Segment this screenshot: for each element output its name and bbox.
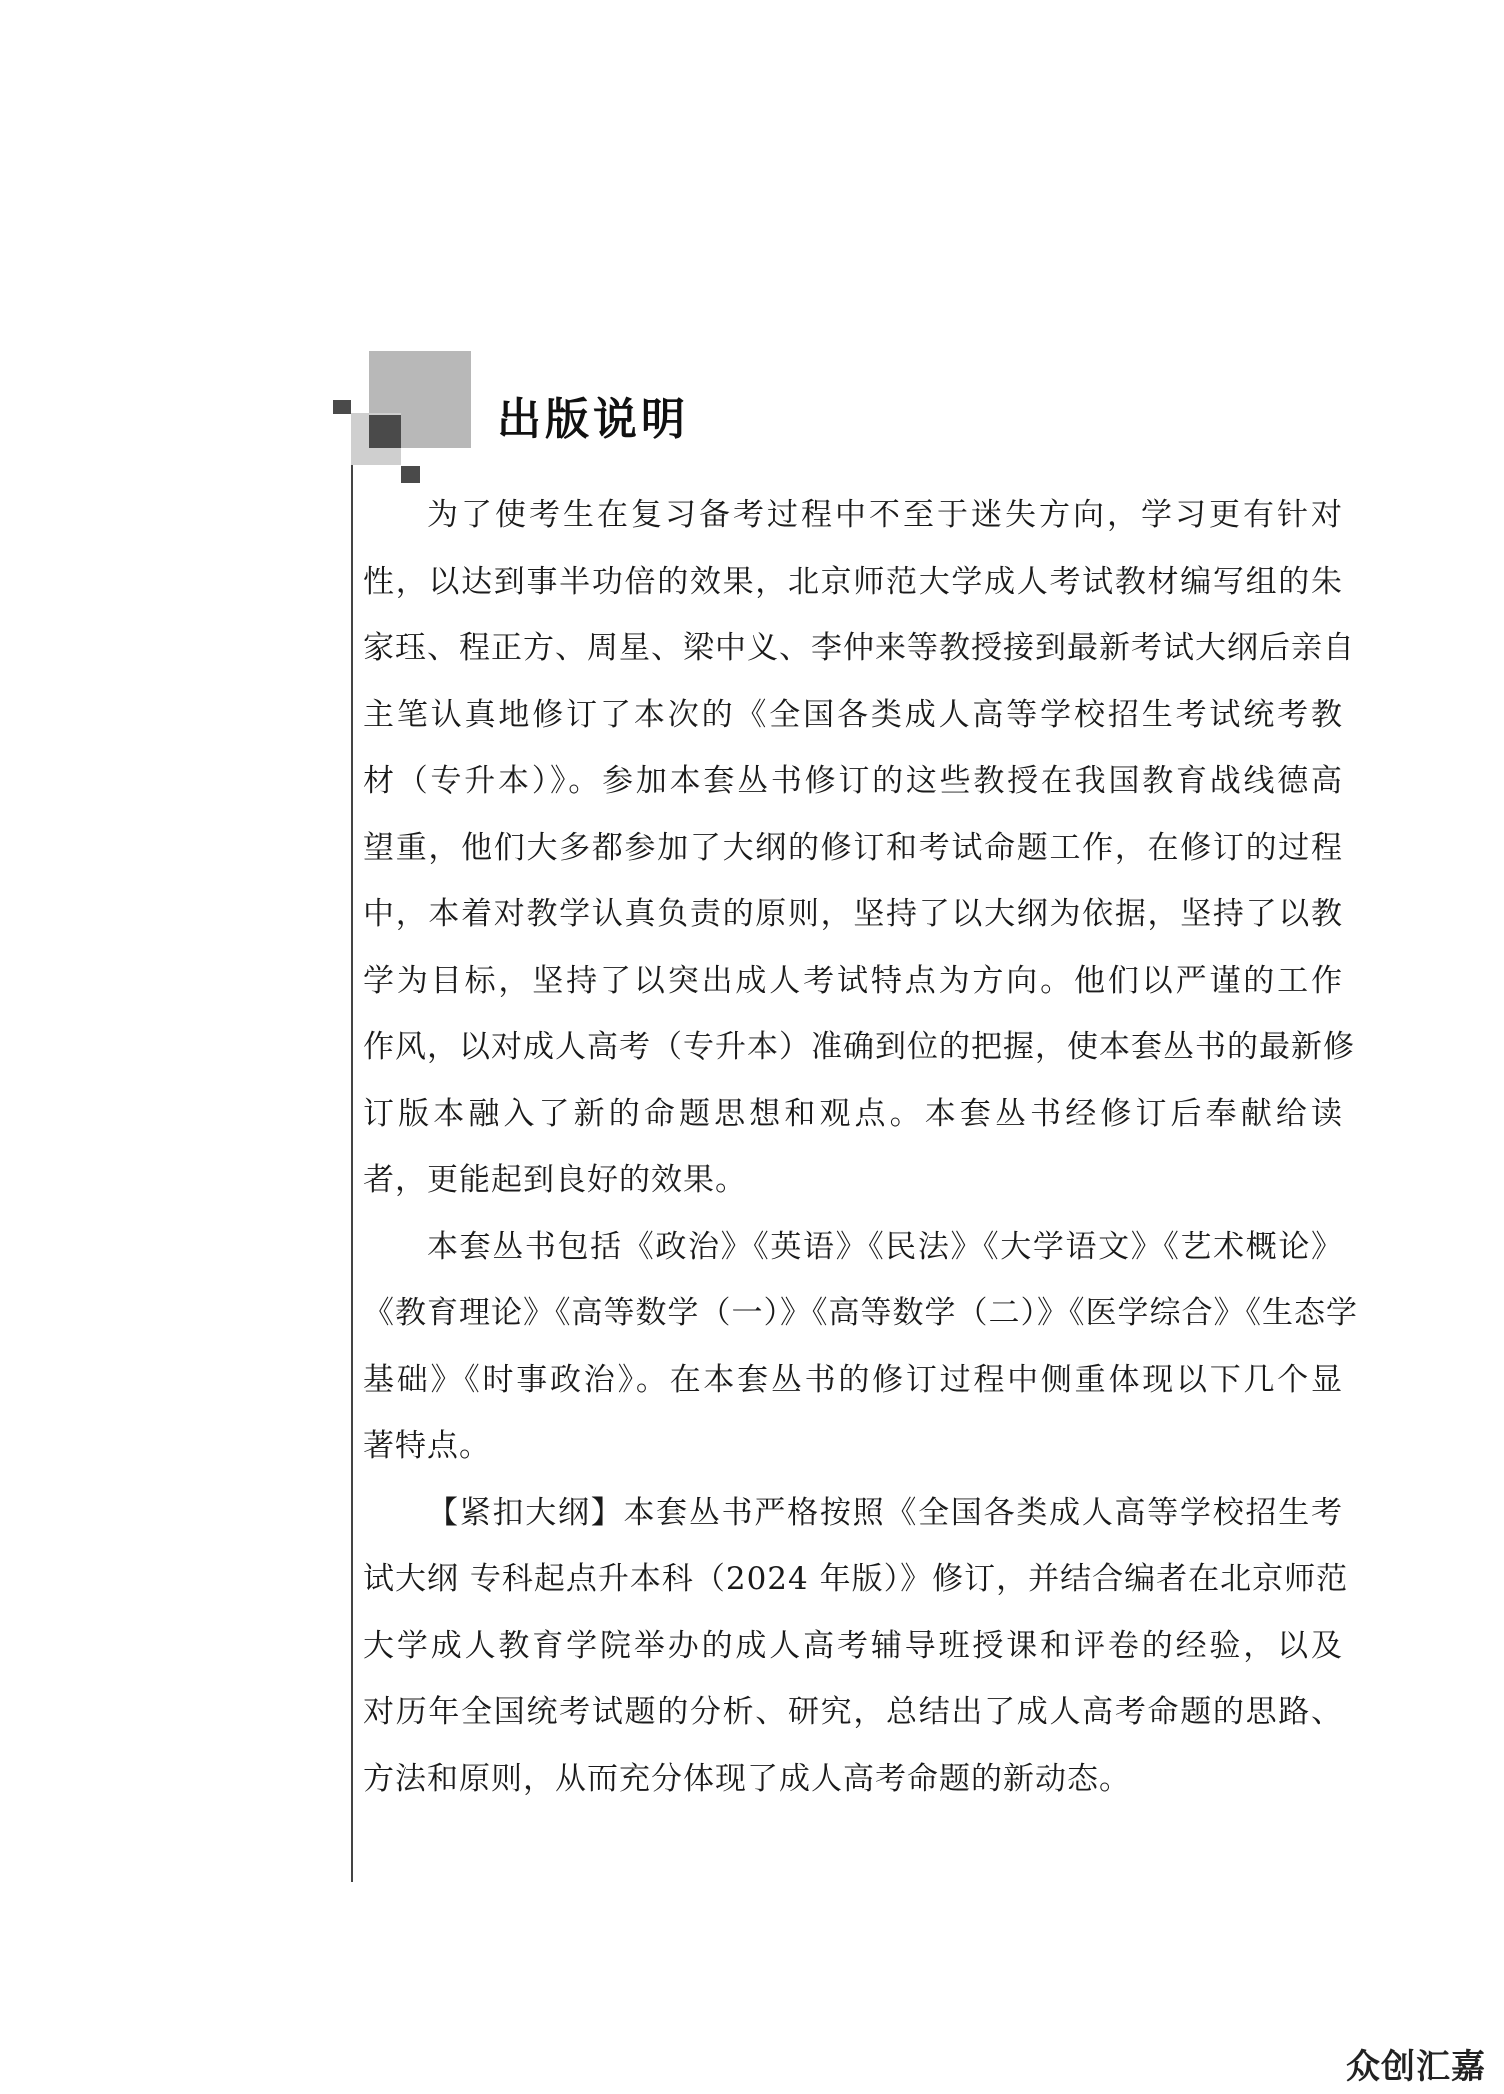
text-line: 家珏、程正方、周星、梁中义、李仲来等教授接到最新考试大纲后亲自	[363, 630, 1355, 666]
text-line: 作风，以对成人高考（专升本）准确到位的把握，使本套丛书的最新修	[363, 1029, 1355, 1065]
text-line: 试大纲 专科起点升本科（2024 年版）》修订，并结合编者在北京师范	[363, 1561, 1349, 1597]
text-line: 对历年全国统考试题的分析、研究，总结出了成人高考命题的思路、	[363, 1694, 1343, 1730]
text-line: 材（专升本）》。参加本套丛书修订的这些教授在我国教育战线德高	[363, 763, 1343, 799]
text-line: 中，本着对教学认真负责的原则，坚持了以大纲为依据，坚持了以教	[363, 896, 1343, 932]
document-body	[363, 482, 1358, 1812]
text-line: 订版本融入了新的命题思想和观点。本套丛书经修订后奉献给读	[363, 1095, 1343, 1132]
text-line: 基础》《时事政治》。在本套丛书的修订过程中侧重体现以下几个显	[363, 1361, 1343, 1398]
text-line: 望重，他们大多都参加了大纲的修订和考试命题工作，在修订的过程	[363, 829, 1343, 866]
text-line: 者，更能起到良好的效果。	[363, 1162, 747, 1198]
text-line: 著特点。	[363, 1428, 491, 1464]
text-line: 为了使考生在复习备考过程中不至于迷失方向，学习更有针对	[427, 497, 1343, 533]
text-line: 《教育理论》《高等数学（一）》《高等数学（二）》《医学综合》《生态学	[363, 1295, 1358, 1331]
text-line: 方法和原则，从而充分体现了成人高考命题的新动态。	[363, 1760, 1131, 1797]
text-line: 【紧扣大纲】本套丛书严格按照《全国各类成人高等学校招生考	[427, 1494, 1343, 1531]
text-line: 大学成人教育学院举办的成人高考辅导班授课和评卷的经验，以及	[363, 1627, 1343, 1664]
decorative-square-small-left	[333, 400, 351, 414]
text-line: 本套丛书包括《政治》《英语》《民法》《大学语文》《艺术概论》	[427, 1228, 1343, 1265]
decorative-square-dark	[369, 415, 401, 448]
text-line: 性，以达到事半功倍的效果，北京师范大学成人考试教材编写组的朱	[363, 563, 1343, 600]
paragraph-intro	[363, 482, 1355, 1214]
page-title: 出版说明	[497, 394, 689, 445]
watermark-logo: 众创汇嘉	[1346, 2047, 1486, 2087]
decorative-square-small-bottom	[401, 466, 420, 483]
text-line: 主笔认真地修订了本次的《全国各类成人高等学校招生考试统考教	[363, 696, 1343, 733]
paragraph-syllabus	[363, 1480, 1349, 1813]
text-line: 学为目标，坚持了以突出成人考试特点为方向。他们以严谨的工作	[363, 962, 1343, 999]
margin-rule	[351, 465, 353, 1882]
paragraph-series	[363, 1214, 1358, 1480]
